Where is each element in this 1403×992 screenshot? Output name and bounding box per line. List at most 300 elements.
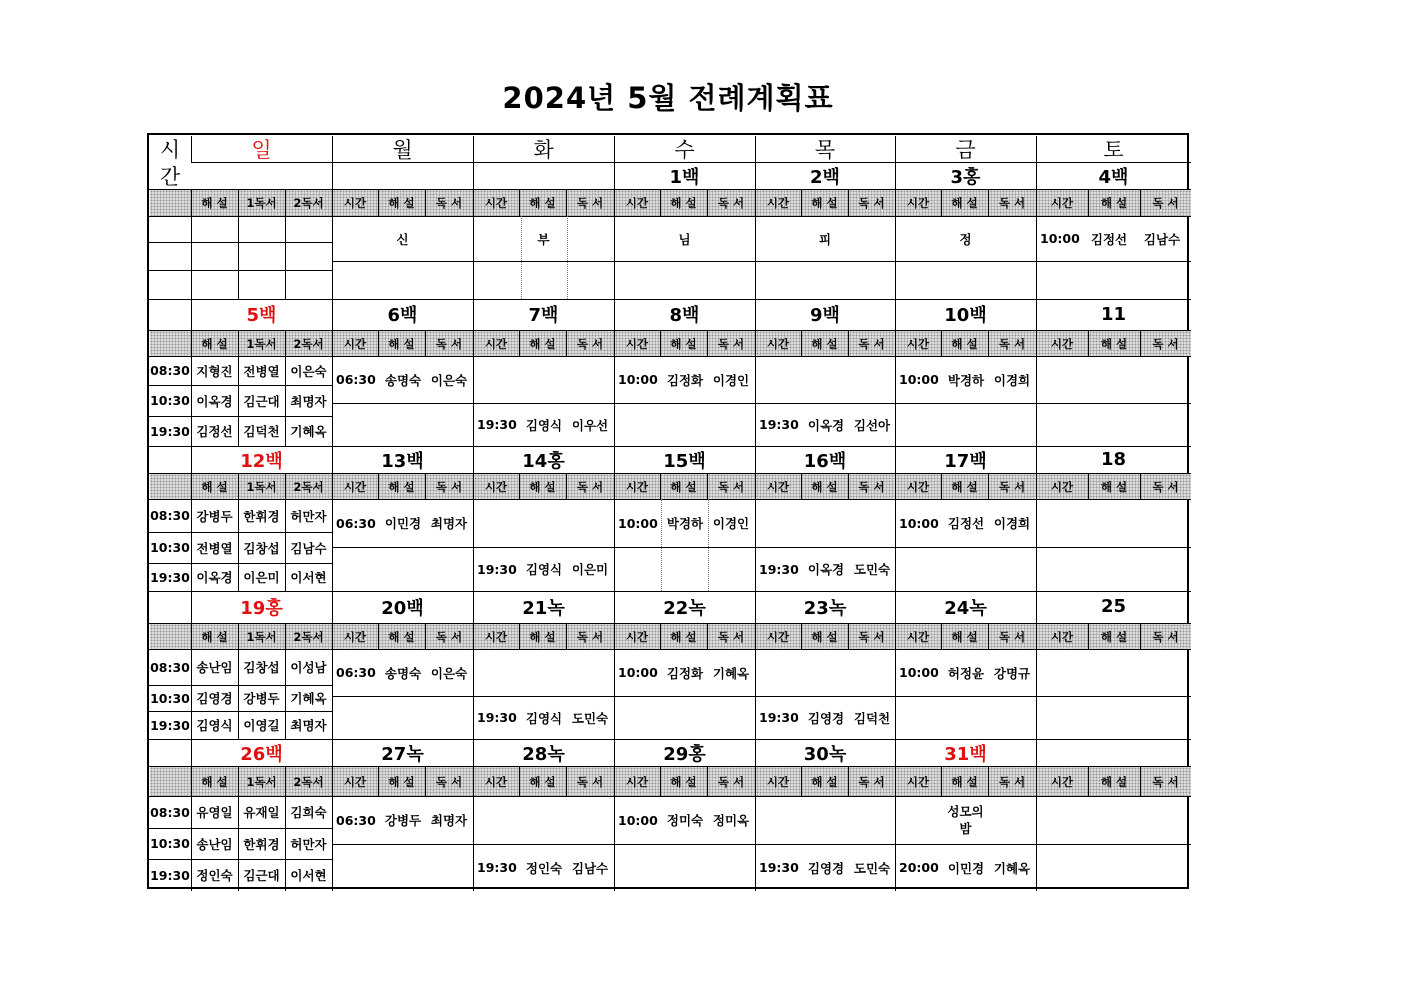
grid-line	[801, 623, 802, 649]
grid-line	[519, 189, 520, 216]
sunday-minister-name: 허만자	[290, 836, 327, 852]
mass-time: 10:00	[618, 515, 658, 531]
sub-header: 시간	[1050, 196, 1074, 210]
sub-header: 시간	[766, 479, 790, 494]
grid-line	[1036, 739, 1037, 891]
grid-line	[1088, 473, 1089, 499]
sub-header: 독 서	[858, 629, 885, 644]
mass-entry	[332, 796, 473, 844]
sub-header: 독 서	[717, 196, 745, 210]
notice-char: 신	[396, 231, 409, 247]
mass-entry	[895, 499, 1036, 547]
day-header: 수	[674, 138, 695, 162]
grid-line	[378, 766, 379, 796]
date-label: 11	[1100, 303, 1127, 325]
lector-name: 이경희	[993, 372, 1031, 388]
grid-line	[988, 766, 989, 796]
grid-line	[848, 473, 849, 499]
lector-name: 도민숙	[571, 710, 609, 726]
lector-name: 이경희	[993, 516, 1031, 531]
day-header: 화	[533, 138, 554, 162]
mass-entry	[614, 356, 755, 403]
sub-header: 독 서	[1152, 629, 1179, 644]
grid-line	[941, 330, 942, 356]
grid-line	[988, 623, 989, 649]
commentator-name: 김영식	[525, 417, 563, 433]
grid-line	[566, 766, 567, 796]
mass-time: 19:30	[759, 710, 799, 725]
sub-header: 시간	[484, 336, 508, 351]
mass-time: 19:30	[477, 417, 517, 432]
sunday-minister-name: 정인숙	[196, 868, 233, 883]
sub-header: 독 서	[576, 336, 604, 351]
sunday-minister-name: 이서현	[290, 570, 327, 585]
sunday-minister-name: 한휘경	[243, 836, 280, 852]
sub-header: 시간	[484, 774, 508, 789]
sub-header: 해 설	[388, 629, 415, 644]
grid-line	[660, 330, 661, 356]
lector-name: 최명자	[430, 813, 468, 828]
sub-header: 해 설	[811, 196, 838, 210]
grid-line	[566, 189, 567, 216]
mass-time: 06:30	[336, 665, 376, 680]
grid-line	[1036, 446, 1037, 591]
grid-line	[1140, 189, 1141, 216]
sub-header: 해 설	[951, 629, 978, 644]
mass-entry	[755, 844, 895, 891]
date-label: 30녹	[803, 743, 847, 765]
sunday-minister-name: 김영식	[196, 718, 233, 733]
sub-header: 독 서	[435, 479, 463, 494]
mass-entry	[614, 796, 755, 844]
sub-header: 해 설	[670, 336, 697, 351]
sub-header: 해 설	[951, 774, 978, 789]
sunday-minister-name: 이옥경	[196, 570, 233, 585]
sub-header: 시간	[766, 336, 790, 351]
lector-name: 정미옥	[712, 813, 750, 828]
grid-line	[519, 330, 520, 356]
commentator-name: 이옥경	[807, 562, 845, 577]
mass-time: 20:00	[899, 860, 939, 875]
sunday-mass-time: 10:30	[150, 690, 190, 706]
sub-header: 해 설	[670, 479, 697, 494]
sunday-minister-name: 기혜옥	[290, 424, 327, 439]
sub-header: 독 서	[717, 629, 745, 644]
sub-header: 독 서	[998, 479, 1026, 494]
sunday-minister-name: 강병두	[196, 508, 233, 524]
sunday-mass-time: 19:30	[150, 569, 190, 585]
sub-header: 독 서	[858, 479, 885, 494]
lector-name: 이우선	[571, 417, 609, 433]
sub-header: 독 서	[576, 629, 604, 644]
sub-header: 1독서	[246, 336, 277, 351]
grid-line	[707, 623, 708, 649]
sub-header: 시간	[906, 196, 930, 210]
notice-char: 님	[678, 231, 691, 247]
date-label: 14홍	[522, 450, 565, 472]
page-title: 2024년 5월 전례계획표	[502, 81, 834, 115]
sunday-mass-time: 19:30	[150, 717, 190, 733]
sunday-minister-name: 송난임	[196, 660, 233, 675]
mass-entry	[755, 403, 895, 446]
sub-header: 해 설	[388, 336, 415, 351]
date-label: 22녹	[663, 597, 706, 619]
calendar-table	[147, 133, 1189, 889]
date-label: 28녹	[522, 743, 565, 765]
date-label: 1백	[669, 167, 700, 188]
sunday-mass-time: 10:30	[150, 836, 190, 851]
mass-entry	[895, 844, 1036, 891]
grid-line	[1088, 766, 1089, 796]
sub-header: 독 서	[576, 479, 604, 494]
date-label: 8백	[669, 305, 700, 326]
date-label: 19홍	[240, 597, 283, 619]
grid-line	[660, 189, 661, 216]
sub-header: 독 서	[435, 629, 463, 644]
grid-line	[285, 189, 286, 299]
notice-char: 부	[537, 231, 550, 247]
sub-header: 시간	[906, 479, 930, 494]
sunday-minister-name: 김근대	[243, 393, 280, 409]
mass-time: 10:00	[899, 665, 939, 680]
sub-header: 해 설	[1100, 196, 1128, 210]
sunday-minister-name: 김남수	[290, 540, 327, 556]
commentator-name: 송명숙	[384, 372, 422, 388]
sub-header: 해 설	[201, 479, 228, 494]
grid-line	[848, 189, 849, 216]
date-label: 16백	[803, 450, 847, 472]
sub-header: 2독서	[293, 774, 324, 789]
grid-line	[425, 473, 426, 499]
sub-header: 해 설	[388, 479, 415, 494]
sunday-minister-name: 강병두	[243, 691, 280, 706]
mass-time: 10:00	[899, 372, 939, 387]
sub-header: 시간	[766, 774, 790, 789]
date-label	[1036, 739, 1191, 766]
grid-line	[1088, 623, 1089, 649]
mass-entry	[473, 696, 614, 739]
sub-header: 독 서	[717, 479, 745, 494]
sunday-mass-time: 08:30	[150, 659, 190, 675]
sub-header: 해 설	[1100, 336, 1128, 351]
sub-header: 독 서	[576, 196, 604, 210]
grid-line	[988, 473, 989, 499]
commentator-name: 김정화	[666, 372, 704, 388]
day-header: 월	[392, 138, 413, 162]
sub-header: 2독서	[293, 336, 324, 351]
note-line: 성모의	[947, 804, 984, 819]
mass-time: 19:30	[759, 860, 799, 875]
sunday-minister-name: 이은미	[243, 570, 280, 585]
entry-commentary: 김정선	[1090, 231, 1128, 247]
grid-line	[801, 189, 802, 216]
grid-line	[1140, 623, 1141, 649]
date-label: 25	[1100, 596, 1127, 617]
grid-line	[1140, 766, 1141, 796]
mass-entry	[473, 403, 614, 446]
sunday-mass-time: 10:30	[150, 393, 190, 408]
grid-line	[708, 499, 709, 591]
date-label: 15백	[663, 450, 706, 472]
commentator-name: 정미숙	[666, 813, 704, 828]
sunday-minister-name: 김근대	[243, 868, 280, 883]
date-label: 21녹	[522, 597, 565, 619]
day-header: 토	[1103, 138, 1124, 162]
lector-name: 도민숙	[853, 860, 891, 876]
mass-time: 10:00	[899, 515, 939, 531]
grid-line	[660, 766, 661, 796]
sub-header: 해 설	[201, 774, 228, 789]
sunday-minister-name: 허만자	[290, 508, 327, 524]
sub-header: 해 설	[811, 479, 838, 494]
grid-line	[660, 623, 661, 649]
sunday-minister-name: 김창섭	[243, 660, 280, 675]
saturday-entry	[1036, 216, 1191, 261]
commentator-name: 박경하	[947, 372, 985, 388]
sunday-mass-time: 19:30	[150, 423, 190, 439]
mass-time: 19:30	[477, 561, 517, 577]
grid-line	[1140, 330, 1141, 356]
grid-line	[519, 766, 520, 796]
grid-line	[848, 623, 849, 649]
sub-header: 독 서	[998, 629, 1026, 644]
grid-line	[1088, 330, 1089, 356]
grid-line	[149, 270, 332, 271]
mass-entry	[473, 547, 614, 591]
sub-header: 시간	[1050, 336, 1074, 351]
sub-header: 해 설	[529, 336, 556, 351]
date-label: 24녹	[944, 597, 987, 619]
grid-line	[707, 189, 708, 216]
commentator-name: 강병두	[384, 813, 422, 828]
sub-header: 독 서	[858, 196, 885, 210]
sub-header: 해 설	[1100, 629, 1128, 644]
mass-time: 10:00	[618, 372, 658, 387]
grid-line	[191, 189, 192, 299]
sub-header: 시간	[343, 479, 367, 494]
grid-line	[566, 623, 567, 649]
grid-line	[1088, 189, 1089, 216]
sub-header: 해 설	[811, 336, 838, 351]
sub-header: 해 설	[670, 629, 697, 644]
sub-header: 1독서	[246, 774, 277, 789]
date-label: 23녹	[803, 597, 847, 619]
mass-time: 10:00	[618, 812, 658, 828]
sub-header: 독 서	[435, 196, 463, 210]
grid-line	[425, 330, 426, 356]
date-label: 31백	[944, 743, 987, 765]
time-column-header: 시	[159, 138, 181, 162]
sunday-minister-name: 송난임	[196, 836, 233, 852]
sub-header: 해 설	[811, 774, 838, 789]
commentator-name: 김정선	[947, 516, 985, 531]
grid-line	[191, 136, 192, 162]
lector-name: 강명규	[993, 665, 1031, 681]
mass-time: 19:30	[477, 860, 517, 875]
mass-entry	[332, 356, 473, 403]
sub-header: 해 설	[811, 629, 838, 644]
lector-name: 김선아	[853, 417, 891, 433]
sub-header: 독 서	[858, 336, 885, 351]
grid-line	[1036, 591, 1037, 739]
lector-name: 도민숙	[853, 562, 891, 577]
grid-line	[425, 189, 426, 216]
mass-time: 06:30	[336, 812, 376, 828]
sub-header: 2독서	[293, 629, 324, 644]
date-label: 6백	[387, 305, 418, 326]
sub-header: 시간	[484, 479, 508, 494]
date-label: 5백	[246, 305, 277, 326]
sub-header: 해 설	[670, 774, 697, 789]
grid-line	[566, 473, 567, 499]
sunday-mass-time: 08:30	[150, 804, 190, 820]
grid-line	[1036, 299, 1037, 446]
commentator-name: 정인숙	[525, 860, 563, 876]
sunday-minister-name: 최명자	[290, 393, 327, 409]
sub-header: 해 설	[529, 774, 556, 789]
date-label: 13백	[381, 450, 424, 472]
lector-name: 이은숙	[430, 665, 468, 681]
sub-header: 해 설	[201, 336, 228, 351]
sunday-minister-name: 한휘경	[243, 508, 280, 524]
sub-header: 시간	[343, 336, 367, 351]
grid-line	[149, 242, 332, 243]
date-label: 9백	[810, 305, 840, 326]
date-label	[332, 163, 473, 189]
sunday-minister-name: 기혜옥	[290, 691, 327, 706]
lector-name: 기혜옥	[712, 665, 750, 681]
grid-line	[707, 766, 708, 796]
grid-line	[378, 189, 379, 216]
sunday-minister-name: 김창섭	[243, 540, 280, 556]
commentator-name: 이민경	[947, 860, 985, 876]
sunday-minister-name: 김희숙	[290, 805, 327, 820]
mass-entry	[332, 499, 473, 547]
friday-note	[895, 796, 1036, 844]
sub-header: 해 설	[1100, 774, 1128, 789]
sunday-minister-name: 김정선	[196, 424, 233, 439]
grid-line	[941, 189, 942, 216]
date-label: 18	[1100, 449, 1127, 470]
date-label	[473, 163, 614, 189]
sub-header: 시간	[625, 629, 649, 644]
sub-header: 시간	[906, 629, 930, 644]
grid-line	[848, 330, 849, 356]
grid-line	[425, 623, 426, 649]
lector-name: 김남수	[571, 860, 609, 876]
commentator-name: 김영식	[525, 562, 563, 577]
commentator-name: 이민경	[384, 516, 422, 531]
sunday-minister-name: 이옥경	[196, 393, 233, 409]
sub-header: 1독서	[246, 629, 277, 644]
sunday-minister-name: 전병열	[196, 540, 233, 556]
lector-name: 이은미	[571, 562, 609, 577]
grid-line	[425, 766, 426, 796]
mass-entry	[332, 649, 473, 696]
notice-char: 정	[959, 231, 972, 247]
date-label: 12백	[240, 450, 283, 472]
mass-time: 19:30	[759, 417, 799, 432]
grid-line	[378, 473, 379, 499]
date-label: 20백	[381, 597, 424, 619]
sunday-mass-time: 08:30	[150, 508, 190, 523]
sub-header: 독 서	[717, 336, 745, 351]
sub-header: 시간	[766, 629, 790, 644]
sunday-minister-name: 최명자	[290, 718, 327, 733]
grid-line	[801, 473, 802, 499]
date-label: 7백	[528, 305, 559, 326]
sub-header: 독 서	[435, 774, 463, 789]
time-column-header: 간	[159, 165, 181, 189]
grid-line	[801, 766, 802, 796]
grid-line	[941, 623, 942, 649]
mass-time: 19:30	[759, 561, 799, 577]
grid-line	[378, 330, 379, 356]
date-label: 10백	[944, 305, 987, 326]
grid-line	[707, 473, 708, 499]
mass-entry	[614, 649, 755, 696]
sub-header: 시간	[625, 336, 649, 351]
sub-header: 독 서	[998, 196, 1026, 210]
grid-line	[988, 330, 989, 356]
entry-reading: 김남수	[1143, 231, 1181, 247]
sub-header: 2독서	[293, 479, 324, 494]
sub-header: 시간	[1050, 629, 1074, 644]
sunday-minister-name: 김덕천	[243, 424, 280, 439]
sunday-minister-name: 유영일	[196, 805, 233, 820]
sub-header: 시간	[766, 196, 790, 210]
sub-header: 독 서	[1152, 774, 1179, 789]
sub-header: 시간	[343, 774, 367, 789]
sub-header: 해 설	[951, 336, 978, 351]
day-header: 일	[251, 138, 272, 162]
grid-line	[941, 766, 942, 796]
lector-name: 최명자	[430, 516, 468, 531]
grid-line	[801, 330, 802, 356]
sunday-minister-name: 김영경	[196, 691, 233, 706]
mass-time: 19:30	[477, 710, 517, 725]
sub-header: 독 서	[717, 774, 745, 789]
sub-header: 시간	[1050, 479, 1074, 494]
sub-header: 시간	[906, 336, 930, 351]
sub-header: 독 서	[998, 336, 1026, 351]
grid-line	[519, 623, 520, 649]
date-label: 27녹	[381, 743, 424, 765]
sub-header: 해 설	[201, 629, 228, 644]
sub-header: 해 설	[1100, 479, 1128, 494]
mass-entry	[473, 844, 614, 891]
lector-name: 기혜옥	[993, 860, 1031, 876]
sub-header: 독 서	[858, 774, 885, 789]
sub-header: 독 서	[576, 774, 604, 789]
commentator-name: 김영경	[807, 860, 845, 876]
commentator-name: 송명숙	[384, 665, 422, 681]
commentator-name: 이옥경	[807, 417, 845, 433]
sub-header: 해 설	[529, 479, 556, 494]
sunday-minister-name: 유재일	[243, 805, 280, 820]
grid-line	[238, 189, 239, 299]
grid-line	[378, 623, 379, 649]
sub-header: 해 설	[670, 196, 697, 210]
sub-header: 시간	[343, 196, 367, 210]
note-line: 밤	[959, 821, 972, 836]
commentator-name: 김영식	[525, 710, 563, 726]
sub-header: 독 서	[1152, 196, 1179, 210]
commentator-name: 허정윤	[947, 665, 985, 681]
grid-line	[332, 261, 1191, 262]
sub-header: 시간	[484, 629, 508, 644]
sub-header: 시간	[1050, 774, 1074, 789]
